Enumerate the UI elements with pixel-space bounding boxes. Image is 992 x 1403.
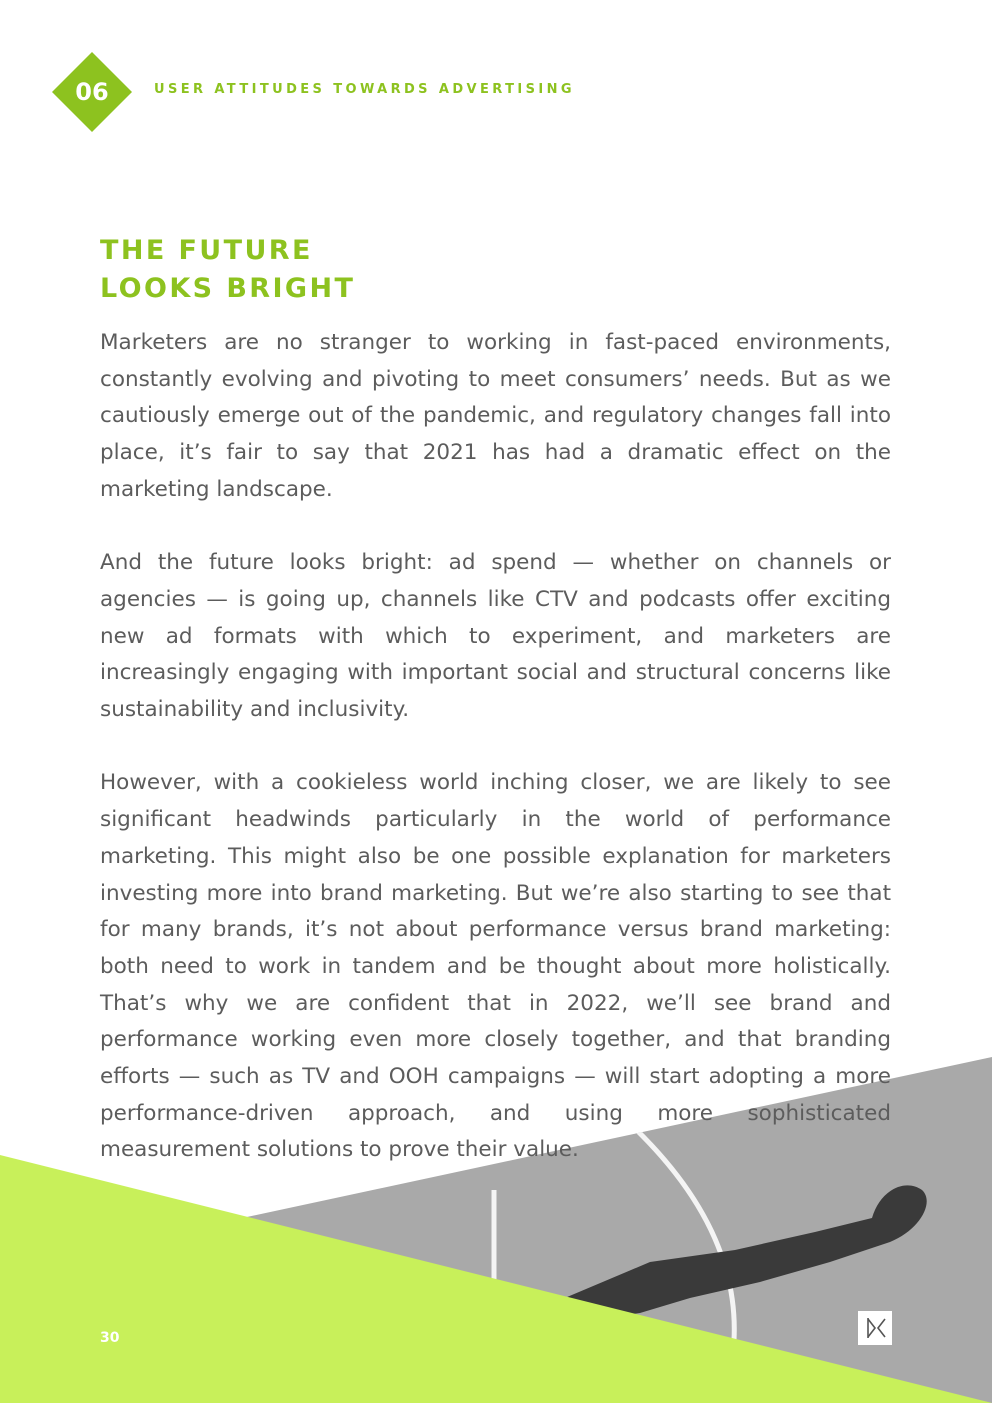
- chapter-number: 06: [75, 78, 109, 106]
- page-heading: [100, 232, 355, 308]
- page-number: 30: [100, 1330, 120, 1346]
- heading-line-2: LOOKS BRIGHT: [100, 273, 356, 304]
- paragraph: However, with a cookieless world inching closer, we are likely to see significant headwinds particularly in the world of performance marketing. This might also be one possible explanation for marketers investing more into brand marketing. But we’re also starting to see that for many brands, it’s not about performance versus brand marketing: both need to work in tandem and be thought about more holistically. That’s why we are confident that in 2022, we’ll see brand and performance working even more closely together, and that branding efforts — such as TV and OOH campaigns — will start adopting a more performance-driven approach, and using more sophisticated measurement solutions to prove their value.: [100, 770, 891, 1163]
- paragraph: And the future looks bright: ad spend — whether on channels or agencies — is going up, channels like CTV and podcasts offer exciting new ad formats with which to experiment, and marketers are increasingly engaging with important social and structural concerns like sustainability and inclusivity.: [100, 550, 891, 723]
- chapter-title: USER ATTITUDES TOWARDS ADVERTISING: [154, 82, 575, 97]
- chapter-badge: [52, 52, 132, 132]
- paragraph: Marketers are no stranger to working in fast-paced environments, constantly evolving and pivoting to meet consumers’ needs. But as we cautiously emerge out of the pandemic, and regulatory changes fall into place, it’s fair to say that 2021 has had a dramatic effect on the marketing landscape.: [100, 330, 891, 502]
- brand-logo-icon: [858, 1311, 892, 1345]
- heading-line-1: THE FUTURE: [100, 235, 313, 266]
- body-text: [100, 325, 891, 1206]
